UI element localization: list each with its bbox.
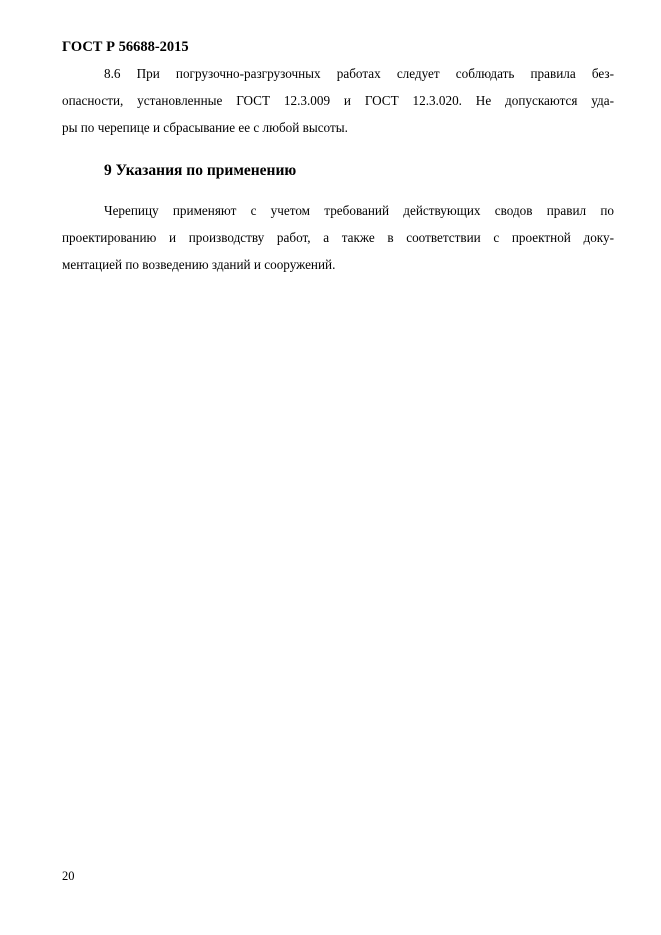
paragraph-line: ры по черепице и сбрасывание ее с любой высоты. <box>62 120 348 135</box>
page-number: 20 <box>62 869 75 883</box>
paragraph-line: опасности, установленные ГОСТ 12.3.009 и ГОСТ 12.3.020. Не допускаются уда- <box>62 93 614 108</box>
paragraph-line: 8.6 При погрузочно-разгрузочных работах следует соблюдать правила без- <box>104 66 614 81</box>
paragraph-line: ментацией по возведению зданий и сооружений. <box>62 257 336 272</box>
paragraph-line: Черепицу применяют с учетом требований действующих сводов правил по <box>104 203 614 218</box>
section-9-heading: 9 Указания по применению <box>104 162 297 179</box>
paragraph-line: проектированию и производству работ, а также в соответствии с проектной доку- <box>62 230 614 245</box>
document-code-header: ГОСТ Р 56688-2015 <box>62 39 189 55</box>
